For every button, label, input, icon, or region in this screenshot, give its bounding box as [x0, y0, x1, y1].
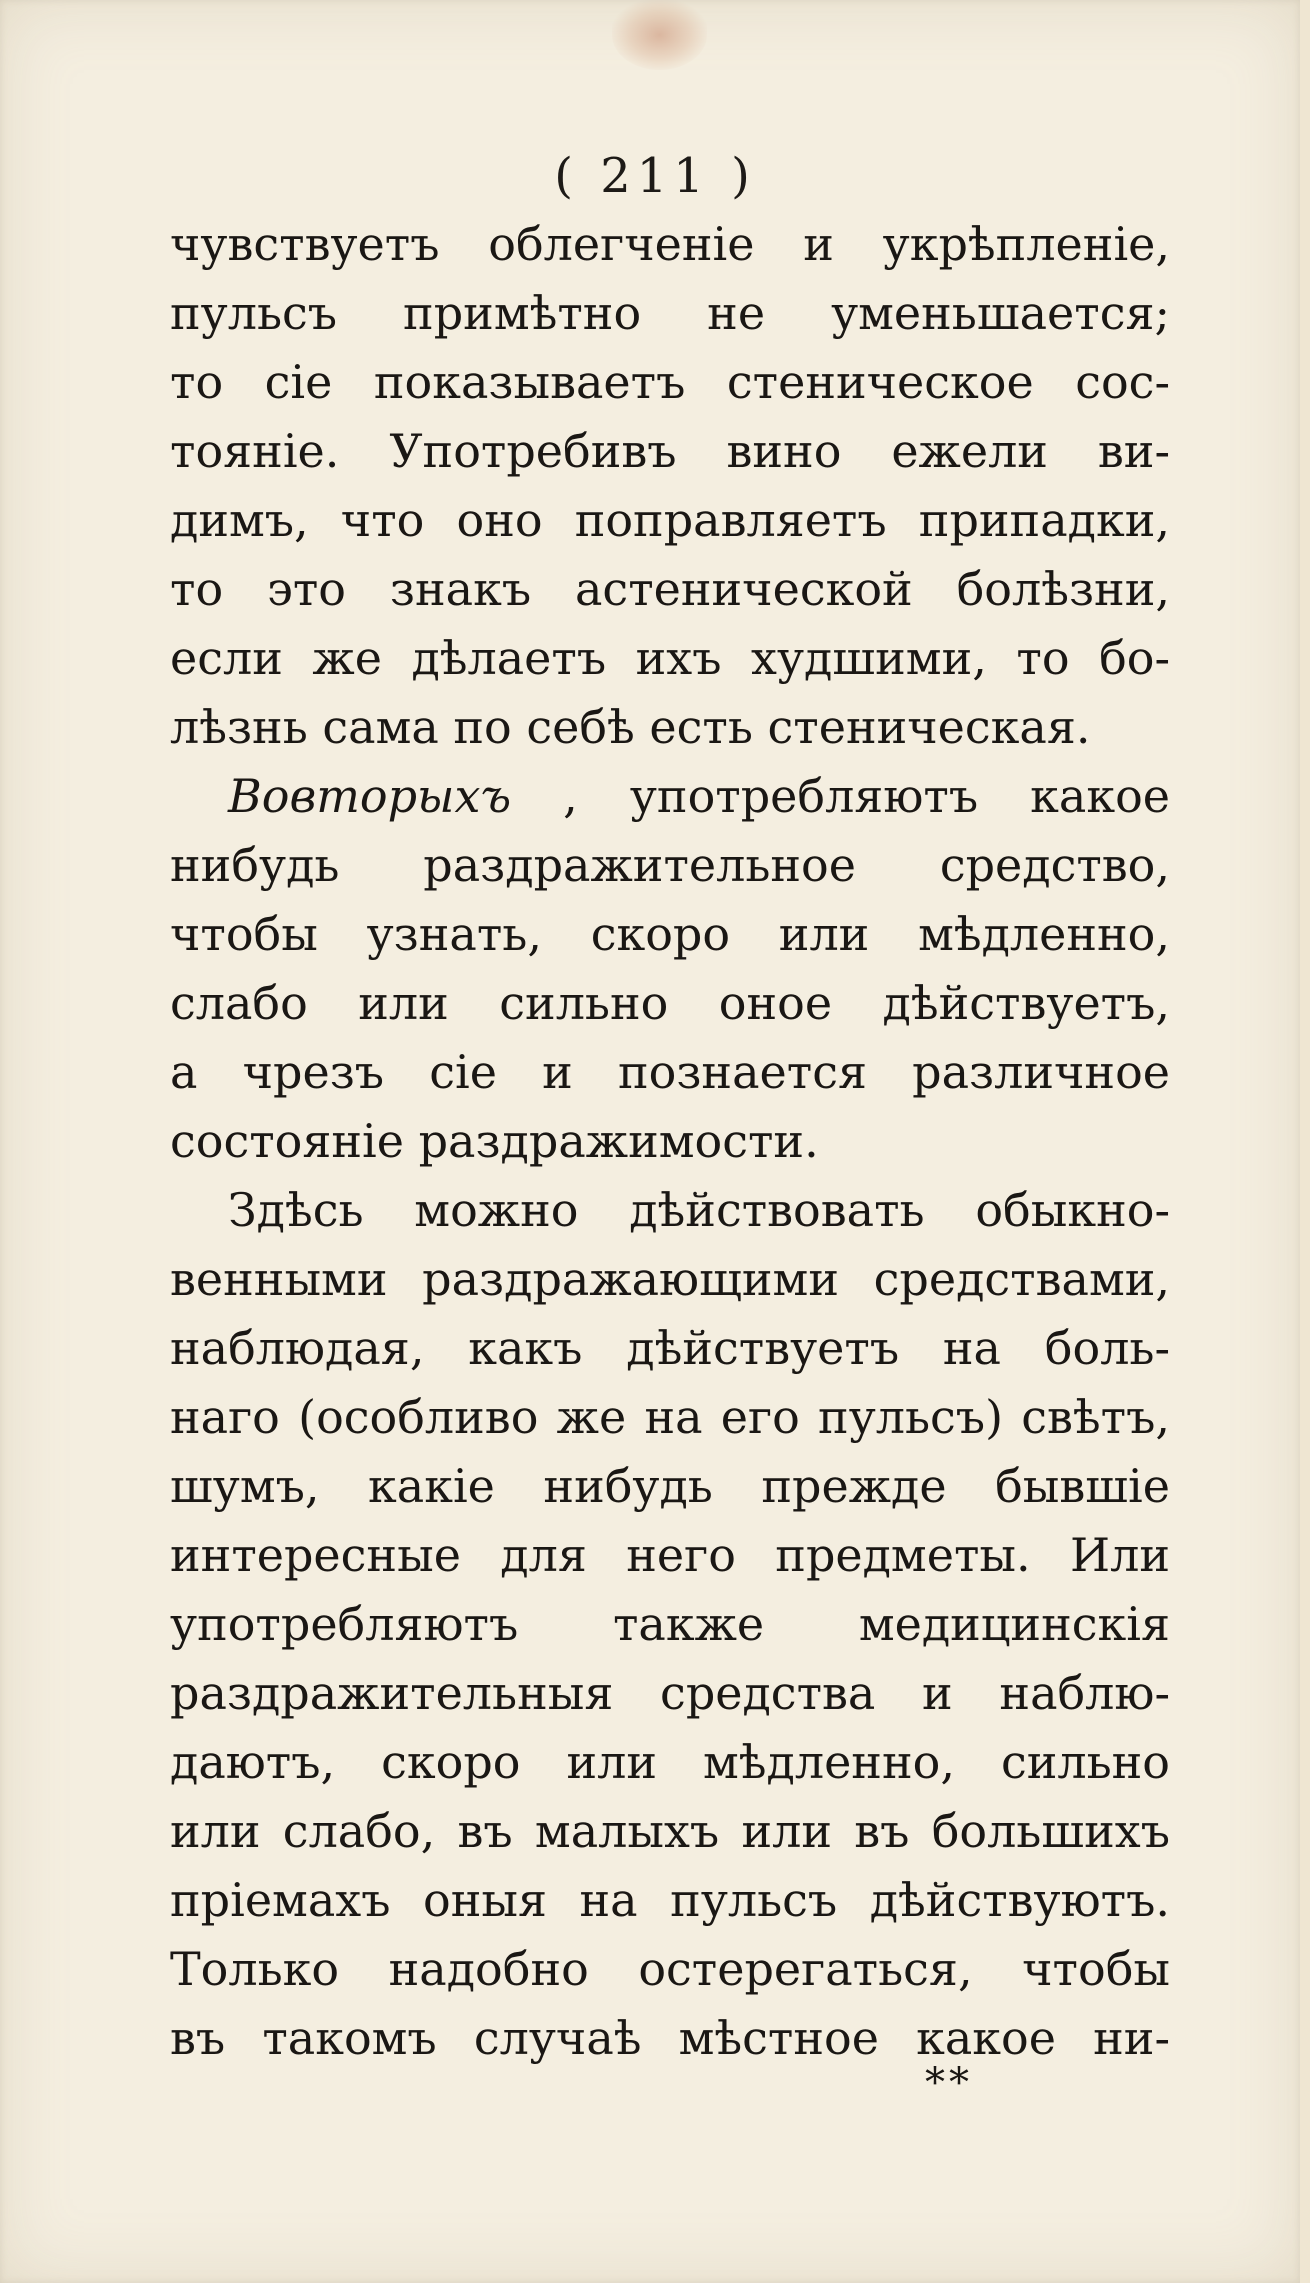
text-line: употребляютъ также медицинскія — [170, 1597, 1170, 1651]
text-line: то сіе показываетъ стеническое сос- — [170, 355, 1170, 409]
text-line — [170, 762, 1170, 831]
text-line: если же дѣлаетъ ихъ худшими, то бо- — [170, 631, 1170, 685]
text-line: интересные для него предметы. Или — [170, 1528, 1170, 1582]
text-line: въ такомъ случаѣ мѣстное какое ни- — [170, 2011, 1170, 2065]
text-line: пріемахъ оныя на пульсъ дѣйствуютъ. — [170, 1873, 1170, 1927]
text-line: наго (особливо же на его пульсъ) свѣтъ, — [170, 1390, 1170, 1444]
text-line: чувствуетъ облегченіе и укрѣпленіе, — [170, 217, 1170, 271]
text-line: нибудь раздражительное средство, — [170, 838, 1170, 892]
italic-lead: Вовторыхъ — [228, 769, 512, 823]
text-line: лѣзнь сама по себѣ есть стеническая. — [170, 700, 1091, 754]
signature-mark: ** — [925, 2060, 973, 2106]
text-line: чтобы узнать, скоро или мѣдленно, — [170, 907, 1170, 961]
text-line: даютъ, скоро или мѣдленно, сильно — [170, 1735, 1170, 1789]
body-text — [170, 210, 1170, 2073]
text-line: Здѣсь можно дѣйствовать обыкно- — [228, 1183, 1170, 1237]
text-line: пульсъ примѣтно не уменьшается; — [170, 286, 1170, 340]
text-line: или слабо, въ малыхъ или въ большихъ — [170, 1804, 1170, 1858]
text-line: шумъ, какіе нибудь прежде бывшіе — [170, 1459, 1170, 1513]
text-line: димъ, что оно поправляетъ припадки, — [170, 493, 1170, 547]
text-line: наблюдая, какъ дѣйствуетъ на боль- — [170, 1321, 1170, 1375]
text-line: тояніе. Употребивъ вино ежели ви- — [170, 424, 1170, 478]
text-line: слабо или сильно оное дѣйствуетъ, — [170, 976, 1170, 1030]
paper-stain — [612, 0, 707, 70]
text-line: а чрезъ сіе и познается различное — [170, 1045, 1170, 1099]
page-number: ( 211 ) — [554, 148, 756, 204]
text-line: состояніе раздражимости. — [170, 1114, 819, 1168]
text-line: Только надобно остерегаться, чтобы — [170, 1942, 1170, 1996]
text-line: раздражительныя средства и наблю- — [170, 1666, 1170, 1720]
text-line: то это знакъ астенической болѣзни, — [170, 562, 1170, 616]
text-line: венными раздражающими средствами, — [170, 1252, 1170, 1306]
text-line-rest: , употребляютъ какое — [563, 769, 1170, 823]
